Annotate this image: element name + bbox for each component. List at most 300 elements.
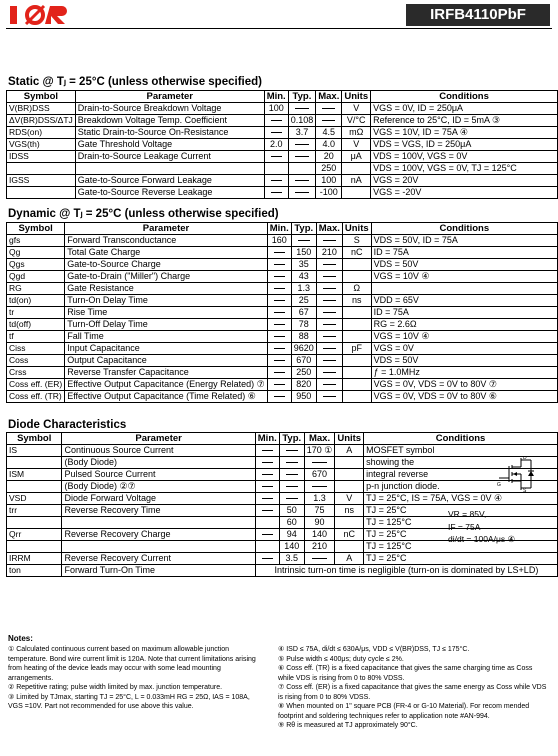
table-cell-sym: Crss	[7, 367, 65, 379]
table-cell-units	[342, 355, 371, 367]
table-cell-max	[316, 295, 342, 307]
table-cell-sym: Qgs	[7, 259, 65, 271]
table-cell-max	[316, 115, 342, 127]
table-row	[7, 127, 558, 139]
dash-placeholder	[286, 498, 298, 499]
notes-title: Notes:	[8, 634, 33, 643]
table-cell-sym	[7, 541, 62, 553]
column-header: Conditions	[371, 91, 558, 103]
dash-placeholder	[262, 510, 273, 511]
table-cell-min	[267, 271, 291, 283]
column-header: Parameter	[62, 433, 255, 445]
ir-logo-mark	[8, 4, 74, 26]
table-cell-param: Gate Threshold Voltage	[75, 139, 264, 151]
table-cell-cond: VDD = 65V	[371, 295, 557, 307]
table-cell-param: Gate Resistance	[65, 283, 268, 295]
table-cell-max: 90	[304, 517, 335, 529]
dash-placeholder	[271, 132, 282, 133]
table-cell-sym: tf	[7, 331, 65, 343]
column-header: Typ.	[279, 433, 304, 445]
table-cell-sym	[7, 457, 62, 469]
note-item: ④ ISD ≤ 75A, di/dt ≤ 630A/μs, VDD ≤ V(BR)DSS, TJ ≤ 175°C.	[278, 646, 470, 653]
table-cell-cond: VDS = 50V	[371, 259, 557, 271]
table-cell-typ: 94	[279, 529, 304, 541]
table-row	[7, 319, 558, 331]
table-cell-min	[264, 163, 288, 175]
table-cell-sym	[7, 163, 76, 175]
table-cell-cond: TJ = 125°C	[364, 517, 558, 529]
table-cell-max	[304, 481, 335, 493]
table-cell-typ: 150	[291, 247, 316, 259]
table-cell-units	[342, 271, 371, 283]
table-cell-max: 20	[316, 151, 342, 163]
table-cell-typ: 820	[291, 379, 316, 391]
table-cell-min	[255, 457, 279, 469]
table-cell-units	[342, 331, 371, 343]
column-header: Min.	[255, 433, 279, 445]
table-cell-param: Fall Time	[65, 331, 268, 343]
table-cell-max	[304, 553, 335, 565]
header-row	[7, 223, 558, 235]
table-cell-cond: VGS = 20V	[371, 175, 558, 187]
table-cell-sym: RG	[7, 283, 65, 295]
note-item: ③ Limited by TJmax, starting TJ = 25°C, L = 0.033mH RG = 25Ω, IAS = 108A, VGS =10V. Part not recommended for use above this value.	[8, 693, 250, 710]
table-cell-typ	[279, 493, 304, 505]
table-cell-min	[255, 517, 279, 529]
column-header: Max.	[304, 433, 335, 445]
table-cell-units	[335, 541, 364, 553]
table-cell-cond: VGS = 10V ④	[371, 271, 557, 283]
table-cell-min	[255, 505, 279, 517]
table-row	[7, 331, 558, 343]
table-cell-units: V	[342, 139, 371, 151]
trr-extra-conditions	[448, 508, 515, 546]
dash-placeholder	[323, 372, 336, 373]
table-cell-sym: ΔV(BR)DSS/ΔTJ	[7, 115, 76, 127]
svg-text:S: S	[523, 488, 527, 492]
table-row	[7, 283, 558, 295]
table-cell-sym: Coss	[7, 355, 65, 367]
dash-placeholder	[323, 288, 336, 289]
table-cell-param: Gate-to-Source Reverse Leakage	[75, 187, 264, 199]
dash-placeholder	[274, 348, 285, 349]
table-row	[7, 187, 558, 199]
column-header: Max.	[316, 223, 342, 235]
static-table-wrap	[6, 90, 558, 199]
table-cell-cond: VGS = 0V, VDS = 0V to 80V ⑥	[371, 391, 557, 403]
table-cell-units: S	[342, 235, 371, 247]
dash-placeholder	[274, 276, 285, 277]
table-cell-units: A	[335, 553, 364, 565]
dash-placeholder	[274, 252, 285, 253]
table-cell-units: Ω	[342, 283, 371, 295]
dash-placeholder	[274, 264, 285, 265]
table-cell-cond: TJ = 25°C	[364, 505, 558, 517]
table-cell-cond: VGS = 0V, VDS = 0V to 80V ⑦	[371, 379, 557, 391]
ir-logo	[8, 4, 74, 26]
dash-placeholder	[274, 324, 285, 325]
table-row	[7, 175, 558, 187]
table-cell-sym: RDS(on)	[7, 127, 76, 139]
table-cell-sym: IS	[7, 445, 62, 457]
table-cell-max: 170 ①	[304, 445, 335, 457]
table-cell-param: Turn-On Delay Time	[65, 295, 268, 307]
column-header: Symbol	[7, 223, 65, 235]
dash-placeholder	[271, 180, 282, 181]
header-row	[7, 91, 558, 103]
table-cell-units	[342, 259, 371, 271]
table-row	[7, 457, 558, 469]
table-cell-param: Diode Forward Voltage	[62, 493, 255, 505]
table-cell-min	[267, 319, 291, 331]
table-cell-min	[267, 355, 291, 367]
table-cell-min	[255, 469, 279, 481]
table-row	[7, 163, 558, 175]
table-cell-cond: VDS = 100V, VGS = 0V	[371, 151, 558, 163]
dash-placeholder	[323, 264, 336, 265]
column-header: Symbol	[7, 91, 76, 103]
table-cell-sym: Ciss	[7, 343, 65, 355]
dash-placeholder	[323, 396, 336, 397]
table-cell-cond: VGS = 10V ④	[371, 331, 557, 343]
table-cell-param: (Body Diode)	[62, 457, 255, 469]
table-cell-units: pF	[342, 343, 371, 355]
dash-placeholder	[323, 312, 336, 313]
table-row	[7, 103, 558, 115]
table-cell-units: ns	[342, 295, 371, 307]
dash-placeholder	[312, 462, 327, 463]
dash-placeholder	[274, 300, 285, 301]
dash-placeholder	[312, 486, 327, 487]
table-row	[7, 553, 558, 565]
dash-placeholder	[262, 534, 273, 535]
dash-placeholder	[295, 192, 309, 193]
dash-placeholder	[262, 462, 273, 463]
dash-placeholder	[295, 180, 309, 181]
trr-extra-line: di/dt = 100A/μs ④	[448, 534, 516, 544]
dash-placeholder	[295, 156, 309, 157]
table-cell-max	[316, 379, 342, 391]
note-item: ① Calculated continuous current based on maximum allowable junction temperature. Bond wire current limit is 120A. Note that current limitations arising from heating of the device leads may occur with some lead mounting arrangements.	[8, 646, 256, 682]
table-cell-sym: IDSS	[7, 151, 76, 163]
table-cell-typ	[279, 457, 304, 469]
table-cell-typ: 43	[291, 271, 316, 283]
table-cell-cond: VGS = 10V, ID = 75A ④	[371, 127, 558, 139]
table-cell-sym: Qg	[7, 247, 65, 259]
table-cell-cond: MOSFET symbol	[364, 445, 558, 457]
table-cell-units	[335, 457, 364, 469]
table-cell-units	[335, 481, 364, 493]
table-cell-typ: 60	[279, 517, 304, 529]
table-cell-min	[255, 529, 279, 541]
table-cell-cond: ID = 75A	[371, 307, 557, 319]
dynamic-table-wrap	[6, 222, 558, 403]
table-cell-param: Total Gate Charge	[65, 247, 268, 259]
dynamic-table	[6, 222, 558, 403]
table-cell-typ	[279, 445, 304, 457]
table-cell-param: Gate-to-Source Charge	[65, 259, 268, 271]
diode-table-wrap	[6, 432, 558, 577]
table-cell-sym: td(on)	[7, 295, 65, 307]
table-row	[7, 565, 558, 577]
table-cell-units	[335, 517, 364, 529]
dash-placeholder	[271, 120, 282, 121]
table-row	[7, 355, 558, 367]
table-cell-cond	[371, 283, 557, 295]
table-cell-sym: Qgd	[7, 271, 65, 283]
dash-placeholder	[298, 240, 310, 241]
table-cell-param	[62, 541, 255, 553]
table-cell-units	[342, 187, 371, 199]
table-cell-param: Static Drain-to-Source On-Resistance	[75, 127, 264, 139]
table-cell-param: Breakdown Voltage Temp. Coefficient	[75, 115, 264, 127]
table-cell-cond: RG = 2.6Ω	[371, 319, 557, 331]
dash-placeholder	[286, 486, 298, 487]
table-cell-units: V	[335, 493, 364, 505]
dash-placeholder	[274, 288, 285, 289]
note-item: ⑥ Coss eff. (TR) is a fixed capacitance that gives the same charging time as Coss while VDS is rising from 0 to 80% VDSS.	[278, 665, 533, 682]
table-cell-min	[267, 331, 291, 343]
table-row	[7, 379, 558, 391]
table-row	[7, 115, 558, 127]
table-cell-min	[267, 247, 291, 259]
table-cell-max	[316, 355, 342, 367]
dynamic-title: Dynamic @ Tⱼ = 25°C (unless otherwise specified)	[8, 208, 279, 220]
table-cell-cond: p-n junction diode.	[364, 481, 558, 493]
table-cell-min	[267, 295, 291, 307]
table-row	[7, 307, 558, 319]
table-cell-sym	[7, 187, 76, 199]
table-cell-cond: integral reverse	[364, 469, 558, 481]
table-cell-param: Rise Time	[65, 307, 268, 319]
table-cell-max: 100	[316, 175, 342, 187]
dash-placeholder	[262, 474, 273, 475]
table-cell-param	[75, 163, 264, 175]
table-row	[7, 235, 558, 247]
dash-placeholder	[323, 240, 336, 241]
table-cell-cond: showing the	[364, 457, 558, 469]
table-cell-typ	[291, 235, 316, 247]
table-cell-min	[267, 379, 291, 391]
table-cell-typ	[288, 139, 316, 151]
table-cell-typ: 67	[291, 307, 316, 319]
trr-extra-line: VR = 85V,	[448, 509, 487, 519]
column-header: Min.	[264, 91, 288, 103]
dash-placeholder	[262, 498, 273, 499]
dash-placeholder	[262, 558, 273, 559]
static-title: Static @ Tⱼ = 25°C (unless otherwise specified)	[8, 76, 262, 88]
table-cell-typ	[288, 163, 316, 175]
table-row	[7, 343, 558, 355]
dash-placeholder	[262, 450, 273, 451]
table-cell-min: 2.0	[264, 139, 288, 151]
table-cell-units: nA	[342, 175, 371, 187]
column-header: Typ.	[288, 91, 316, 103]
table-cell-param: Input Capacitance	[65, 343, 268, 355]
dash-placeholder	[295, 108, 309, 109]
table-cell-max: -100	[316, 187, 342, 199]
table-cell-sym: V(BR)DSS	[7, 103, 76, 115]
table-cell-max: 75	[304, 505, 335, 517]
table-cell-cond: ƒ = 1.0MHz	[371, 367, 557, 379]
diode-title: Diode Characteristics	[8, 419, 127, 431]
table-cell-typ: 88	[291, 331, 316, 343]
table-cell-min	[264, 115, 288, 127]
column-header: Max.	[316, 91, 342, 103]
table-cell-max: 140	[304, 529, 335, 541]
column-header: Units	[342, 91, 371, 103]
table-cell-param: Drain-to-Source Leakage Current	[75, 151, 264, 163]
table-cell-typ	[288, 151, 316, 163]
dash-placeholder	[323, 360, 336, 361]
table-cell-max: 250	[316, 163, 342, 175]
table-cell-param: Drain-to-Source Breakdown Voltage	[75, 103, 264, 115]
table-cell-sym: IRRM	[7, 553, 62, 565]
table-cell-min	[264, 127, 288, 139]
table-cell-cond: TJ = 25°C, IS = 75A, VGS = 0V ④	[364, 493, 558, 505]
table-cell-max: 1.3	[304, 493, 335, 505]
column-header: Min.	[267, 223, 291, 235]
dash-placeholder	[262, 486, 273, 487]
table-cell-units: V/°C	[342, 115, 371, 127]
table-cell-param: Reverse Transfer Capacitance	[65, 367, 268, 379]
column-header: Symbol	[7, 433, 62, 445]
table-cell-max	[316, 343, 342, 355]
dash-placeholder	[323, 336, 336, 337]
table-cell-cond: VGS = 0V	[371, 343, 557, 355]
table-cell-min	[267, 283, 291, 295]
table-cell-min	[264, 151, 288, 163]
dash-placeholder	[323, 384, 336, 385]
table-row	[7, 295, 558, 307]
table-cell-units: nC	[342, 247, 371, 259]
table-cell-param: Effective Output Capacitance (Energy Related) ⑦	[65, 379, 268, 391]
table-cell-typ	[279, 481, 304, 493]
table-cell-sym: gfs	[7, 235, 65, 247]
table-cell-param: Effective Output Capacitance (Time Related) ⑥	[65, 391, 268, 403]
table-cell-max: 4.5	[316, 127, 342, 139]
dash-placeholder	[274, 372, 285, 373]
note-item: ⑤ Pulse width ≤ 400μs; duty cycle ≤ 2%.	[278, 655, 404, 663]
table-cell-max	[316, 307, 342, 319]
table-cell-min	[255, 553, 279, 565]
table-cell-typ: 78	[291, 319, 316, 331]
table-cell-min	[264, 187, 288, 199]
dash-placeholder	[274, 336, 285, 337]
table-cell-units	[342, 379, 371, 391]
table-cell-max	[316, 235, 342, 247]
table-cell-sym: ton	[7, 565, 62, 577]
table-cell-units: μA	[342, 151, 371, 163]
table-cell-typ: 9620	[291, 343, 316, 355]
trr-extra-line: IF = 75A	[448, 521, 481, 532]
dash-placeholder	[323, 324, 336, 325]
note-item: ⑦ Coss eff. (ER) is a fixed capacitance that gives the same energy as Coss while VDS is rising from 0 to 80% VDSS.	[278, 684, 547, 701]
table-cell-units: A	[335, 445, 364, 457]
header-rule	[6, 28, 552, 29]
table-cell-max	[316, 391, 342, 403]
table-cell-typ: 0.108	[288, 115, 316, 127]
table-cell-param	[62, 517, 255, 529]
table-cell-units	[342, 307, 371, 319]
table-row	[7, 469, 558, 481]
dash-placeholder	[322, 108, 335, 109]
table-cell-min: 160	[267, 235, 291, 247]
table-cell-units	[335, 469, 364, 481]
table-cell-sym: Coss eff. (ER)	[7, 379, 65, 391]
table-cell-param: (Body Diode) ②⑦	[62, 481, 255, 493]
table-cell-max	[316, 259, 342, 271]
diode-table	[6, 432, 558, 577]
table-cell-sym: VGS(th)	[7, 139, 76, 151]
table-cell-max	[316, 103, 342, 115]
table-cell-cond: TJ = 25°C	[364, 553, 558, 565]
table-cell-sym: trr	[7, 505, 62, 517]
table-cell-typ: 35	[291, 259, 316, 271]
notes-right-column	[278, 645, 550, 731]
table-cell-typ: 140	[279, 541, 304, 553]
table-cell-units	[342, 367, 371, 379]
table-row	[7, 493, 558, 505]
table-cell-typ: 1.3	[291, 283, 316, 295]
column-header: Units	[342, 223, 371, 235]
table-row	[7, 271, 558, 283]
table-cell-sym: Coss eff. (TR)	[7, 391, 65, 403]
table-cell-param: Gate-to-Source Forward Leakage	[75, 175, 264, 187]
table-cell-typ: 950	[291, 391, 316, 403]
table-row	[7, 367, 558, 379]
table-cell-min	[267, 343, 291, 355]
table-cell-param: Output Capacitance	[65, 355, 268, 367]
table-cell-cond: VDS = 50V, ID = 75A	[371, 235, 557, 247]
static-table	[6, 90, 558, 199]
table-cell-sym: ISM	[7, 469, 62, 481]
part-number: IRFB4110PbF	[406, 4, 550, 26]
table-cell-param: Pulsed Source Current	[62, 469, 255, 481]
column-header: Parameter	[65, 223, 268, 235]
table-cell-min: 100	[264, 103, 288, 115]
notes-left-column	[8, 645, 266, 712]
table-cell-min	[267, 307, 291, 319]
table-cell-units: nC	[335, 529, 364, 541]
table-cell-cond: Reference to 25°C, ID = 5mA ③	[371, 115, 558, 127]
dash-placeholder	[274, 312, 285, 313]
svg-text:G: G	[497, 482, 501, 488]
table-cell-typ	[288, 187, 316, 199]
table-cell-max	[316, 271, 342, 283]
table-cell-min	[267, 367, 291, 379]
column-header: Typ.	[291, 223, 316, 235]
table-cell-max	[316, 283, 342, 295]
table-row	[7, 247, 558, 259]
table-cell-units: ns	[335, 505, 364, 517]
table-cell-param: Reverse Recovery Current	[62, 553, 255, 565]
table-cell-cond: ID = 75A	[371, 247, 557, 259]
table-cell-min: Intrinsic turn-on time is negligible (turn-on is dominated by LS+LD)	[255, 565, 557, 577]
table-cell-param: Continuous Source Current	[62, 445, 255, 457]
dash-placeholder	[271, 156, 282, 157]
table-cell-min	[264, 175, 288, 187]
mosfet-symbol-icon	[497, 456, 537, 492]
table-cell-min	[255, 493, 279, 505]
table-row	[7, 139, 558, 151]
dash-placeholder	[274, 396, 285, 397]
table-cell-cond: VDS = 50V	[371, 355, 557, 367]
note-item: ② Repetitive rating; pulse width limited by max. junction temperature.	[8, 684, 223, 691]
dash-placeholder	[274, 360, 285, 361]
table-cell-param: Forward Transconductance	[65, 235, 268, 247]
table-cell-typ: 3.5	[279, 553, 304, 565]
